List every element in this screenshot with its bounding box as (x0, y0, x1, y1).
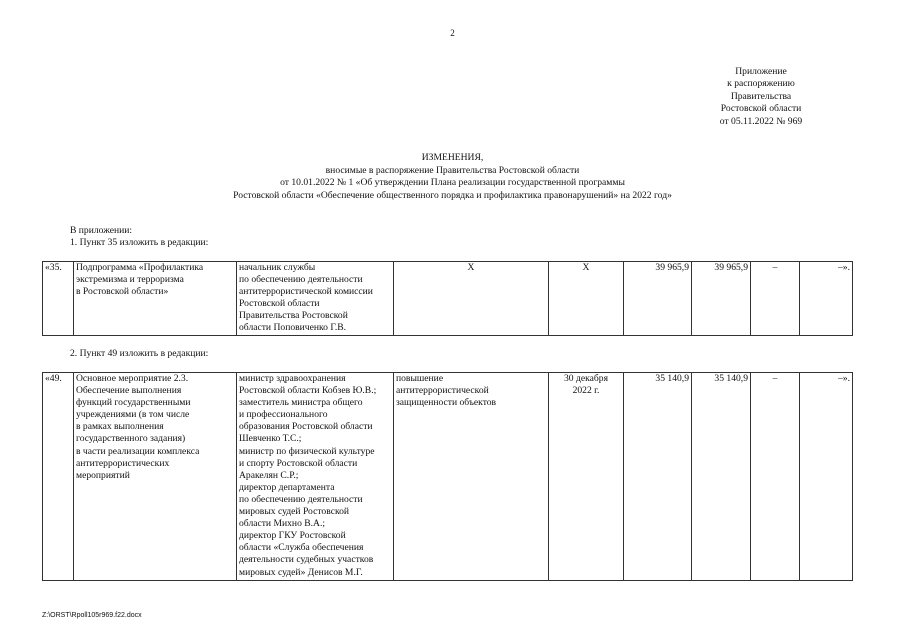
cell-line: учреждениями (в том числе (76, 409, 190, 421)
row-name (74, 373, 237, 581)
cell-line: мировых судей Ростовской (239, 506, 350, 518)
cell-line: области Михно В.А.; (239, 518, 326, 530)
cell-line: министр здравоохранения (239, 373, 346, 384)
cell-line: антитеррористической комиссии (239, 286, 373, 298)
cell-line: министр по физической культуре (239, 445, 375, 457)
appendix-line: Приложение (735, 66, 787, 77)
row-number: «49. (43, 373, 74, 581)
cell-line: Шевченко Т.С.; (239, 433, 302, 445)
cell-line: Ростовской области (239, 298, 320, 310)
cell-line: 30 декабря (564, 373, 608, 384)
cell-line: мероприятий (76, 469, 130, 481)
page-number: 2 (450, 28, 455, 38)
cell-line: Правительства Ростовской (239, 310, 348, 322)
row-value-2: 39 965,9 (692, 262, 751, 336)
document-title: ИЗМЕНЕНИЯ, (421, 152, 484, 163)
cell-line: экстремизма и терроризма (76, 274, 184, 286)
cell-line: функций государственными (76, 397, 191, 409)
appendix-block (700, 66, 822, 128)
intro-item: 2. Пункт 49 изложить в редакции: (70, 348, 209, 359)
row-number: «35. (43, 262, 74, 336)
cell-line: в рамках выполнения (76, 421, 164, 433)
row-responsible (237, 262, 394, 336)
cell-line: Аракелян С.Р.; (239, 469, 299, 481)
cell-line: антитеррористических (76, 457, 170, 469)
cell-line: директор ГКУ Ростовской (239, 530, 346, 542)
row-responsible (237, 373, 394, 581)
cell-line: области «Служба обеспечения (239, 542, 364, 554)
cell-line: заместитель министра общего (239, 397, 363, 409)
table-row-49 (42, 372, 853, 581)
appendix-line: Правительства (730, 90, 792, 102)
table-row-35 (42, 261, 853, 336)
row-value-1: 35 140,9 (624, 373, 692, 581)
intro-item: 1. Пункт 35 изложить в редакции: (70, 237, 209, 248)
cell-line: и спорту Ростовской области (239, 457, 358, 469)
row-value-4: –». (800, 262, 853, 336)
appendix-line: от 05.11.2022 № 969 (719, 115, 803, 127)
cell-line: защищенности объектов (396, 397, 497, 409)
cell-line: 2022 г. (572, 385, 600, 397)
cell-line: директор департамента (239, 481, 335, 493)
file-path-footer: Z:\ORST\Rpoll105r969.f22.docx (42, 612, 142, 619)
cell-line: Ростовской области Кобзев Ю.В.; (239, 385, 377, 397)
cell-line: по обеспечению деятельности (239, 493, 363, 505)
cell-line: образования Ростовской области (239, 421, 373, 433)
cell-line: мировых судей» Денисов М.Г. (239, 566, 363, 578)
header-line: от 10.01.2022 № 1 «Об утверждении Плана реализации государственной программы (280, 177, 625, 188)
cell-line: антитеррористической (396, 385, 489, 397)
cell-line: повышение (396, 373, 444, 384)
row-value-3: – (751, 262, 800, 336)
appendix-line: Ростовской области (720, 103, 802, 115)
appendix-line: к распоряжению (727, 78, 795, 90)
row-value-3: – (751, 373, 800, 581)
row-value-1: 39 965,9 (624, 262, 692, 336)
row-result (394, 373, 549, 581)
header-line: вносимые в распоряжение Правительства Ростовской области (325, 164, 580, 176)
row-value-2: 35 140,9 (692, 373, 751, 581)
cell-line: Подпрограмма «Профилактика (76, 262, 204, 273)
cell-line: в части реализации комплекса (76, 445, 200, 457)
cell-line: по обеспечению деятельности (239, 274, 363, 286)
row-name (74, 262, 237, 336)
cell-line: деятельности судебных участков (239, 554, 374, 566)
cell-line: области Поповиченко Г.В. (239, 322, 347, 334)
cell-line: начальник службы (239, 262, 316, 273)
cell-line: в Ростовской области» (76, 286, 169, 298)
row-result: Х (394, 262, 549, 336)
row-date: Х (549, 262, 624, 336)
cell-line: Обеспечение выполнения (76, 385, 182, 397)
cell-line: Основное мероприятие 2.3. (76, 373, 189, 384)
row-date (549, 373, 624, 581)
cell-line: государственного задания) (76, 433, 186, 445)
intro-text: В приложении: (70, 225, 133, 236)
cell-line: и профессионального (239, 409, 328, 421)
document-header (0, 152, 905, 202)
row-value-4: –». (800, 373, 853, 581)
header-line: Ростовской области «Обеспечение общественного порядка и профилактика правонарушений» на 2022 год» (233, 189, 672, 201)
